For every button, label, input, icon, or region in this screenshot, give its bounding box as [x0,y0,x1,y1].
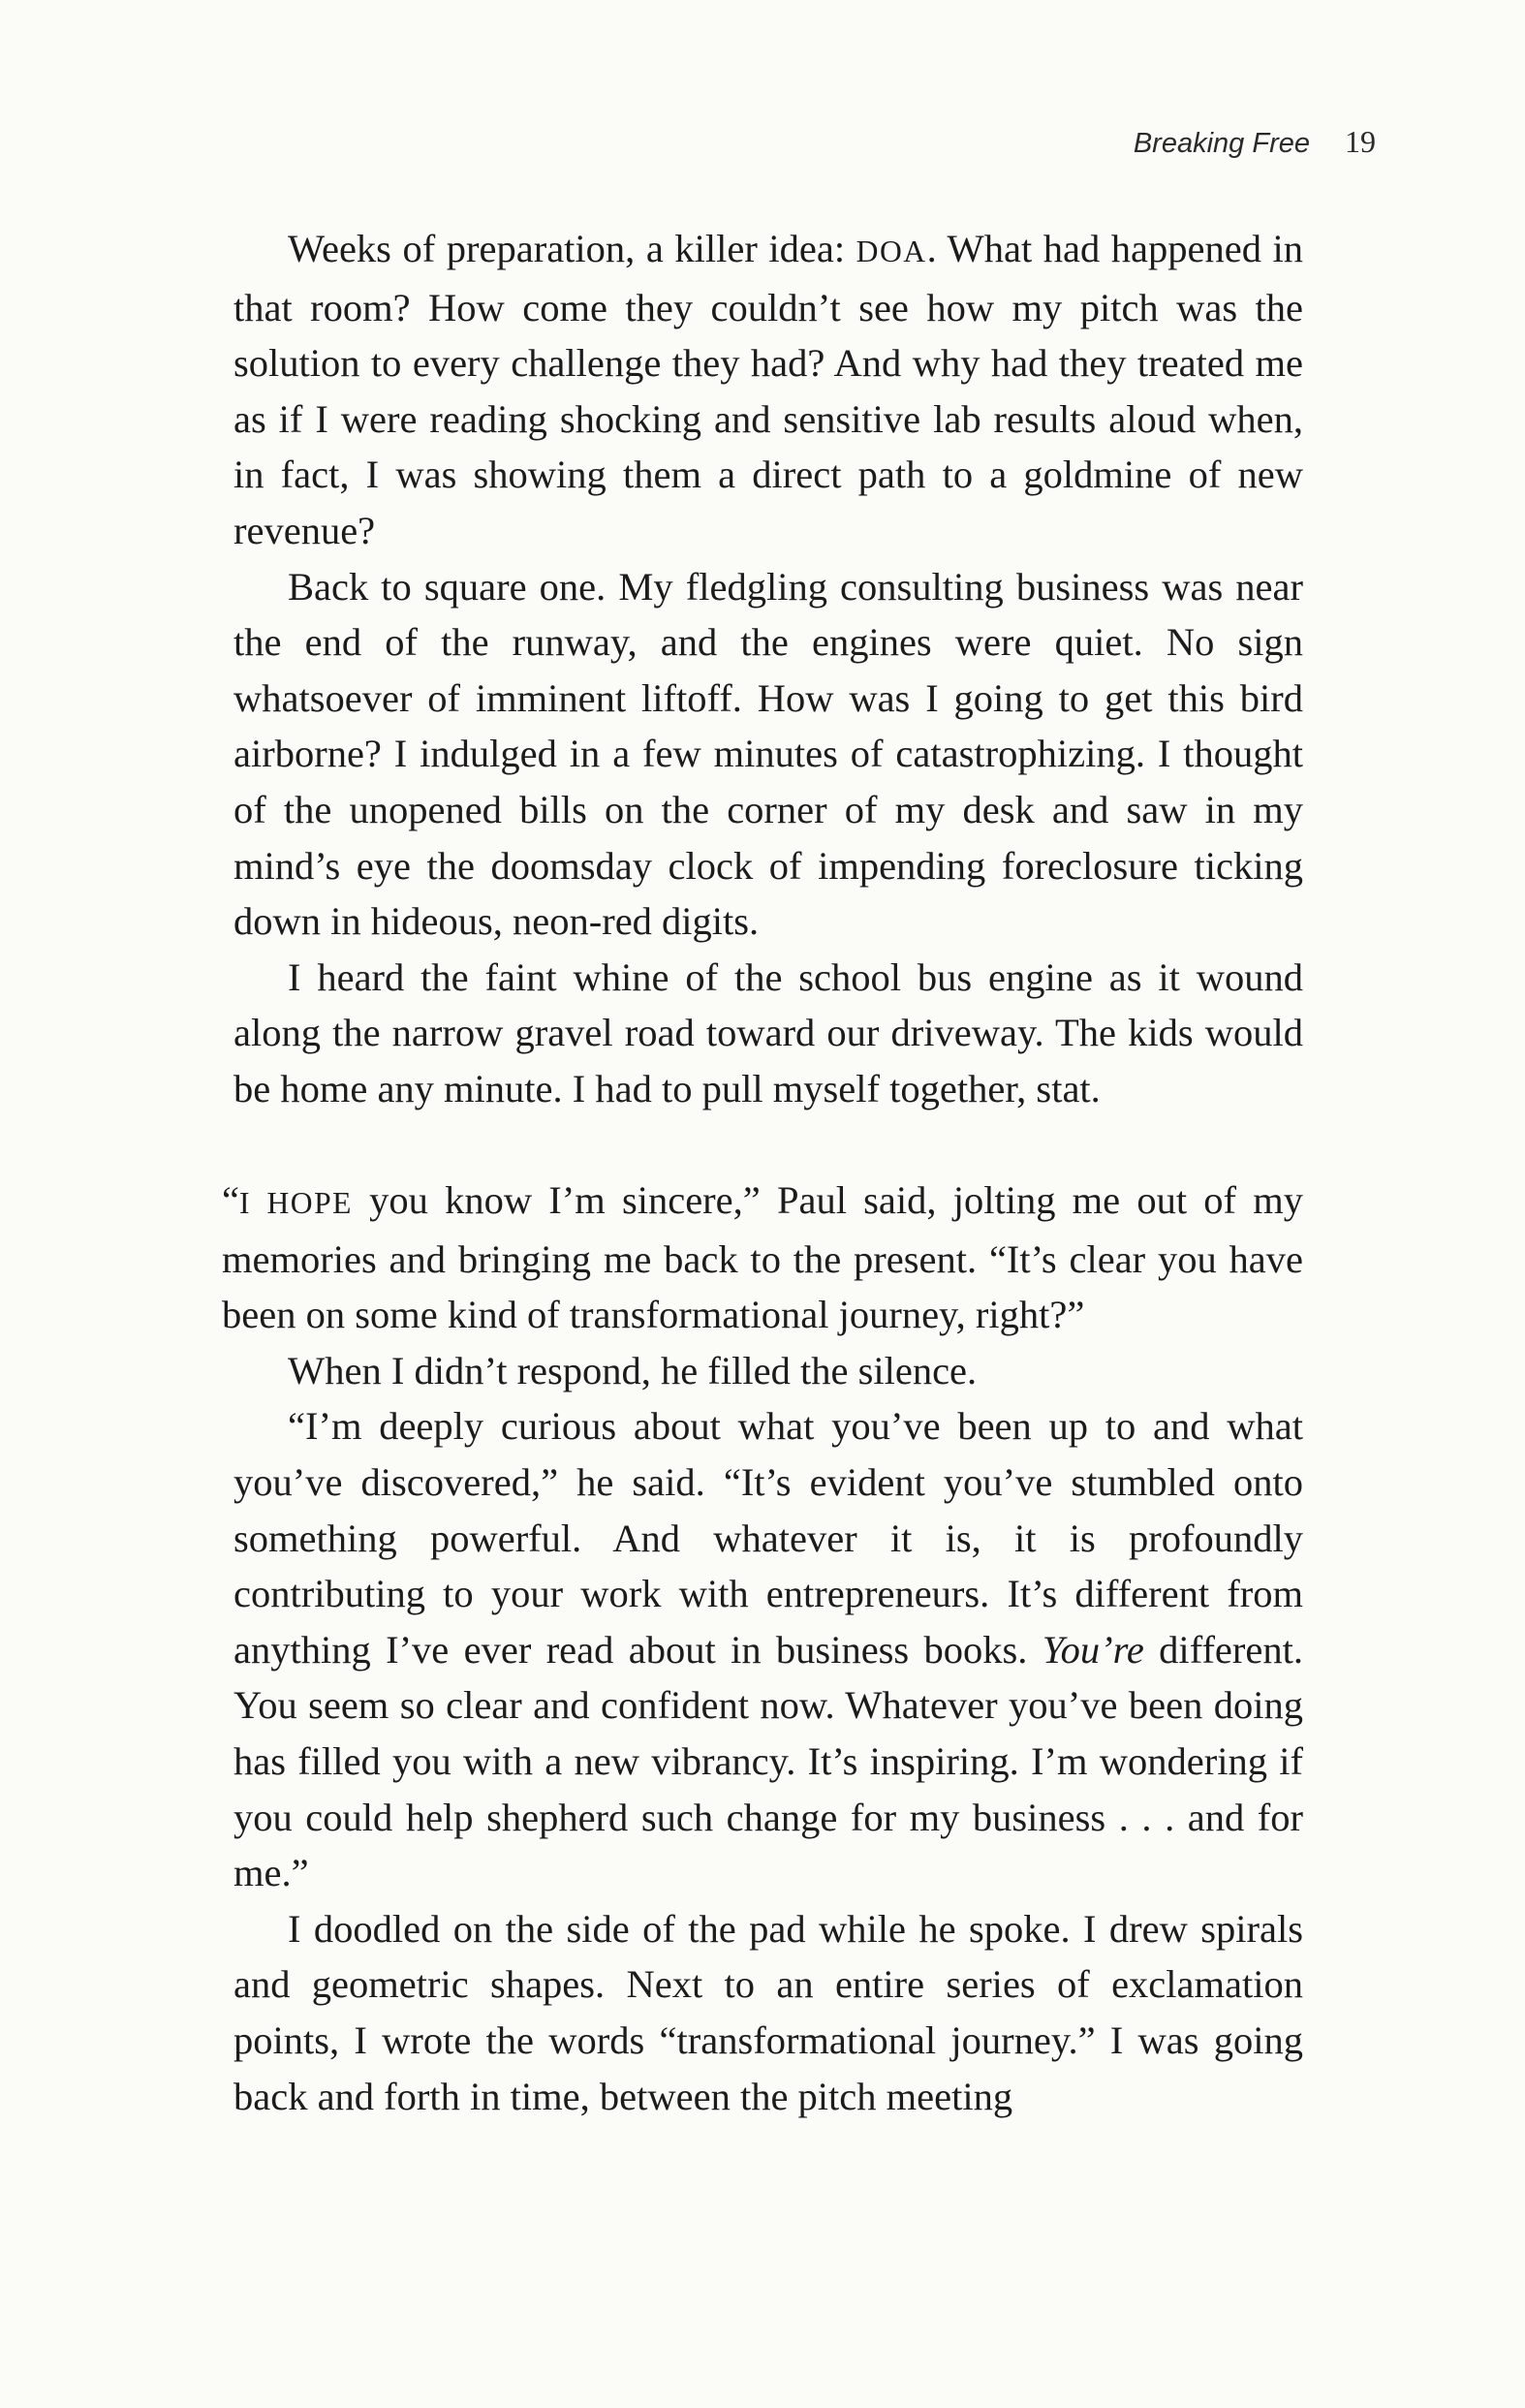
text-run: . What had happened in that room? How come they couldn’t see how my pitch was the solution to every challenge they had? And why had they treated me as if I were reading shocking and sensitive lab results aloud when, in fact, I was showing them a direct path to a goldmine of new revenue? [233,227,1303,552]
section-break [233,1117,1303,1173]
smallcaps-text: I HOPE [238,1186,353,1221]
running-title: Breaking Free [1133,128,1310,159]
paragraph [222,1173,1303,1343]
page-number: 19 [1345,124,1376,159]
text-run: different. You seem so clear and confident now. Whatever you’ve been doing has filled you with a new vibrancy. It’s inspiring. I’m wondering if you could help shepherd such change for my business . . . and for me.” [233,1627,1303,1895]
paragraph: I heard the faint whine of the school bus engine as it wound along the narrow gravel road toward our driveway. The kids would be home any minute. I had to pull myself together, stat. [233,954,1303,1110]
text-run: you know I’m sincere,” Paul said, jolting me out of my memories and bringing me back to the present. “It’s clear you have been on some kind of transformational journey, right?” [222,1178,1303,1337]
paragraph: Back to square one. My fledgling consulting business was near the end of the runway, and the engines were quiet. No sign whatsoever of imminent liftoff. How was I going to get this bird airborne? I indulged in a few minutes of catastrophizing. I thought of the unopened bills on the corner of my desk and saw in my mind’s eye the doomsday clock of impending foreclosure ticking down in hideous, neon-red digits. [233,564,1303,944]
italic-text: You’re [1042,1627,1144,1672]
text-run: “I’m deeply curious about what you’ve been up to and what you’ve discovered,” he said. “It’s evident you’ve stumbled onto something powerful. And whatever it is, it is profoundly contributing to your work with entrepreneurs. It’s different from anything I’ve ever read about in business books. [233,1404,1303,1672]
paragraph [233,221,1303,559]
paragraph: When I didn’t respond, he filled the silence. [288,1348,978,1392]
smallcaps-text: DOA [856,235,927,268]
body-text [222,221,1303,2124]
paragraph: I doodled on the side of the pad while he spoke. I drew spirals and geometric shapes. Next to an entire series of exclamation points, I wrote the words “transformational journey.” I was going back and forth in time, between the pitch meeting [233,1906,1303,2118]
running-header [969,124,1376,160]
text-run: “ [222,1178,239,1223]
text-run: Weeks of preparation, a killer idea: [288,227,856,270]
paragraph [233,1398,1303,1900]
